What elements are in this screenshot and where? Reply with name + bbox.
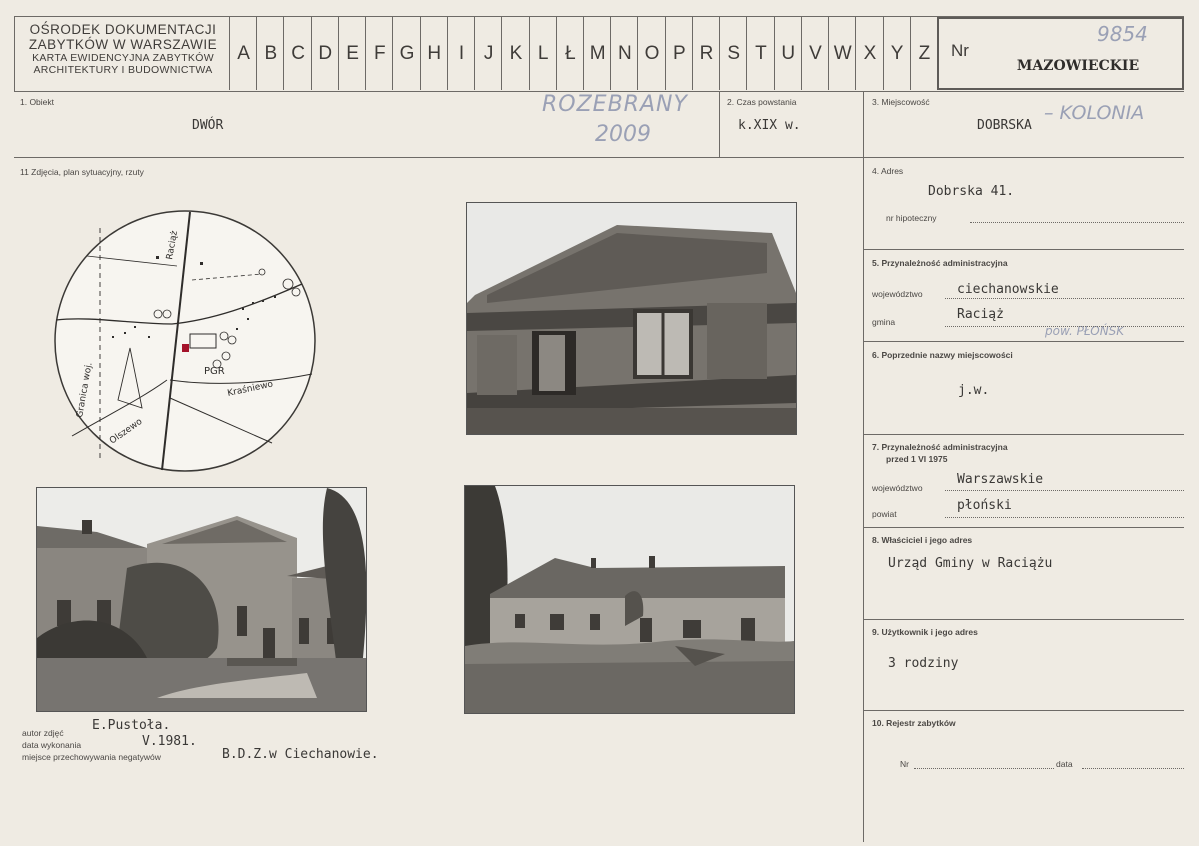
index-letter: O — [637, 17, 665, 90]
poprzednie-value: j.w. — [958, 383, 990, 398]
index-letter: C — [283, 17, 311, 90]
divider-9 — [864, 619, 1184, 620]
data-wykonania-value: V.1981. — [142, 734, 197, 749]
index-letter: L — [529, 17, 557, 90]
map-label-pgr: PGR — [204, 366, 225, 377]
photos-label: 11 Zdjęcia, plan sytuacyjny, rzuty — [20, 167, 144, 177]
divider-6 — [864, 341, 1184, 342]
photo-gable-detail — [466, 202, 797, 435]
hipoteczny-label: nr hipoteczny — [886, 213, 937, 223]
gmina-label: gmina — [872, 317, 896, 327]
row1-divider — [14, 157, 1184, 158]
miejsce-value: B.D.Z.w Ciechanowie. — [222, 747, 379, 762]
divider-7 — [864, 434, 1184, 435]
powiat-value: płoński — [957, 498, 1012, 513]
rejestr-data-line — [1082, 768, 1184, 769]
index-letter: K — [501, 17, 529, 90]
autor-value: E.Pustoła. — [92, 718, 171, 733]
index-letter: R — [692, 17, 720, 90]
map-label-raciaz: Raciąż — [165, 229, 181, 261]
obiekt-value: DWÓR — [192, 118, 224, 133]
gmina-line — [945, 326, 1184, 327]
poprzednie-label: 6. Poprzednie nazwy miejscowości — [872, 350, 1013, 360]
nr-label: Nr — [951, 41, 969, 60]
title-line1: OŚRODEK DOKUMENTACJI — [29, 22, 217, 37]
map-label-olszewo: Olszewo — [107, 416, 145, 447]
index-letter: V — [801, 17, 829, 90]
autor-label: autor zdjęć — [22, 728, 64, 738]
divider-8 — [864, 527, 1184, 528]
rejestr-data-label: data — [1056, 759, 1073, 769]
index-letter: U — [774, 17, 802, 90]
index-letter: B — [256, 17, 284, 90]
index-letter: W — [828, 17, 856, 90]
index-letter: S — [719, 17, 747, 90]
index-letter: Z — [910, 17, 938, 90]
index-letter: X — [855, 17, 883, 90]
miejscowosc-value: DOBRSKA — [977, 118, 1032, 133]
wojewodztwo2-line — [945, 490, 1184, 491]
title-line2: ZABYTKÓW W WARSZAWIE — [28, 37, 218, 52]
map-location-marker — [182, 344, 189, 352]
region-label: MAZOWIECKIE — [1016, 58, 1140, 74]
miejscowosc-label: 3. Miejscowość — [872, 97, 930, 107]
photo-manor-overview — [464, 485, 795, 714]
map-label-krasniewo: Kraśniewo — [226, 379, 275, 399]
rejestr-nr-label: Nr — [900, 759, 909, 769]
map-label-granica: Granica woj. — [75, 361, 95, 419]
index-letter: G — [392, 17, 420, 90]
wojewodztwo-value: ciechanowskie — [957, 282, 1059, 297]
miejsce-label: miejsce przechowywania negatywów — [22, 752, 161, 762]
rejestr-nr-line — [914, 768, 1054, 769]
obiekt-label: 1. Obiekt — [20, 97, 55, 107]
index-letter: M — [583, 17, 611, 90]
wlasciciel-value: Urząd Gminy w Raciążu — [888, 556, 1053, 571]
uzytkownik-value: 3 rodziny — [888, 656, 959, 671]
gmina-handwritten: pow. PŁOŃSK — [1045, 324, 1125, 338]
index-letter: Y — [883, 17, 911, 90]
index-letter: T — [746, 17, 774, 90]
institution-title — [17, 22, 229, 76]
index-letter: N — [610, 17, 638, 90]
wlasciciel-label: 8. Właściciel i jego adres — [872, 535, 973, 545]
przynaleznosc-label: 5. Przynależność administracyjna — [872, 258, 1008, 268]
index-letter: P — [665, 17, 693, 90]
czas-label: 2. Czas powstania — [727, 97, 797, 107]
gmina-value: Raciąż — [957, 307, 1004, 322]
rejestr-label: 10. Rejestr zabytków — [872, 718, 956, 728]
index-letter: J — [474, 17, 502, 90]
adres-label: 4. Adres — [872, 166, 904, 176]
frame-left — [14, 16, 15, 92]
uzytkownik-label: 9. Użytkownik i jego adres — [872, 627, 978, 637]
index-letter: D — [311, 17, 339, 90]
handwritten-demolished: ROZEBRANY — [542, 92, 688, 117]
data-wykonania-label: data wykonania — [22, 740, 82, 750]
index-letter: F — [365, 17, 393, 90]
title-line4: ARCHITEKTURY I BUDOWNICTWA — [33, 64, 213, 76]
wojewodztwo2-value: Warszawskie — [957, 472, 1044, 487]
przynaleznosc-1975-label: 7. Przynależność administracyjna — [872, 442, 1008, 452]
divider-5 — [864, 249, 1184, 250]
divider-10 — [864, 710, 1184, 711]
powiat-label: powiat — [872, 509, 897, 519]
index-letter: E — [338, 17, 366, 90]
miejscowosc-handwritten: – KOLONIA — [1044, 102, 1145, 124]
adres-value: Dobrska 41. — [928, 184, 1015, 199]
wojewodztwo-label: województwo — [872, 289, 923, 299]
hipoteczny-line — [970, 222, 1184, 223]
divider-czas — [719, 92, 720, 157]
index-letter: I — [447, 17, 475, 90]
czas-value: k.XIX w. — [738, 118, 801, 133]
wojewodztwo2-label: województwo — [872, 483, 923, 493]
index-letter: H — [420, 17, 448, 90]
site-plan-map — [52, 208, 320, 476]
photo-manor-front — [36, 487, 367, 712]
wojewodztwo-line — [945, 298, 1184, 299]
index-letter: Ł — [556, 17, 584, 90]
nr-value: 9854 — [1097, 22, 1148, 46]
powiat-line — [945, 517, 1184, 518]
title-line3: KARTA EWIDENCYJNA ZABYTKÓW — [32, 52, 214, 64]
handwritten-year: 2009 — [595, 122, 651, 147]
index-letter: A — [229, 17, 257, 90]
przed-1975-label: przed 1 VI 1975 — [886, 454, 948, 464]
divider-right-column — [863, 92, 864, 842]
